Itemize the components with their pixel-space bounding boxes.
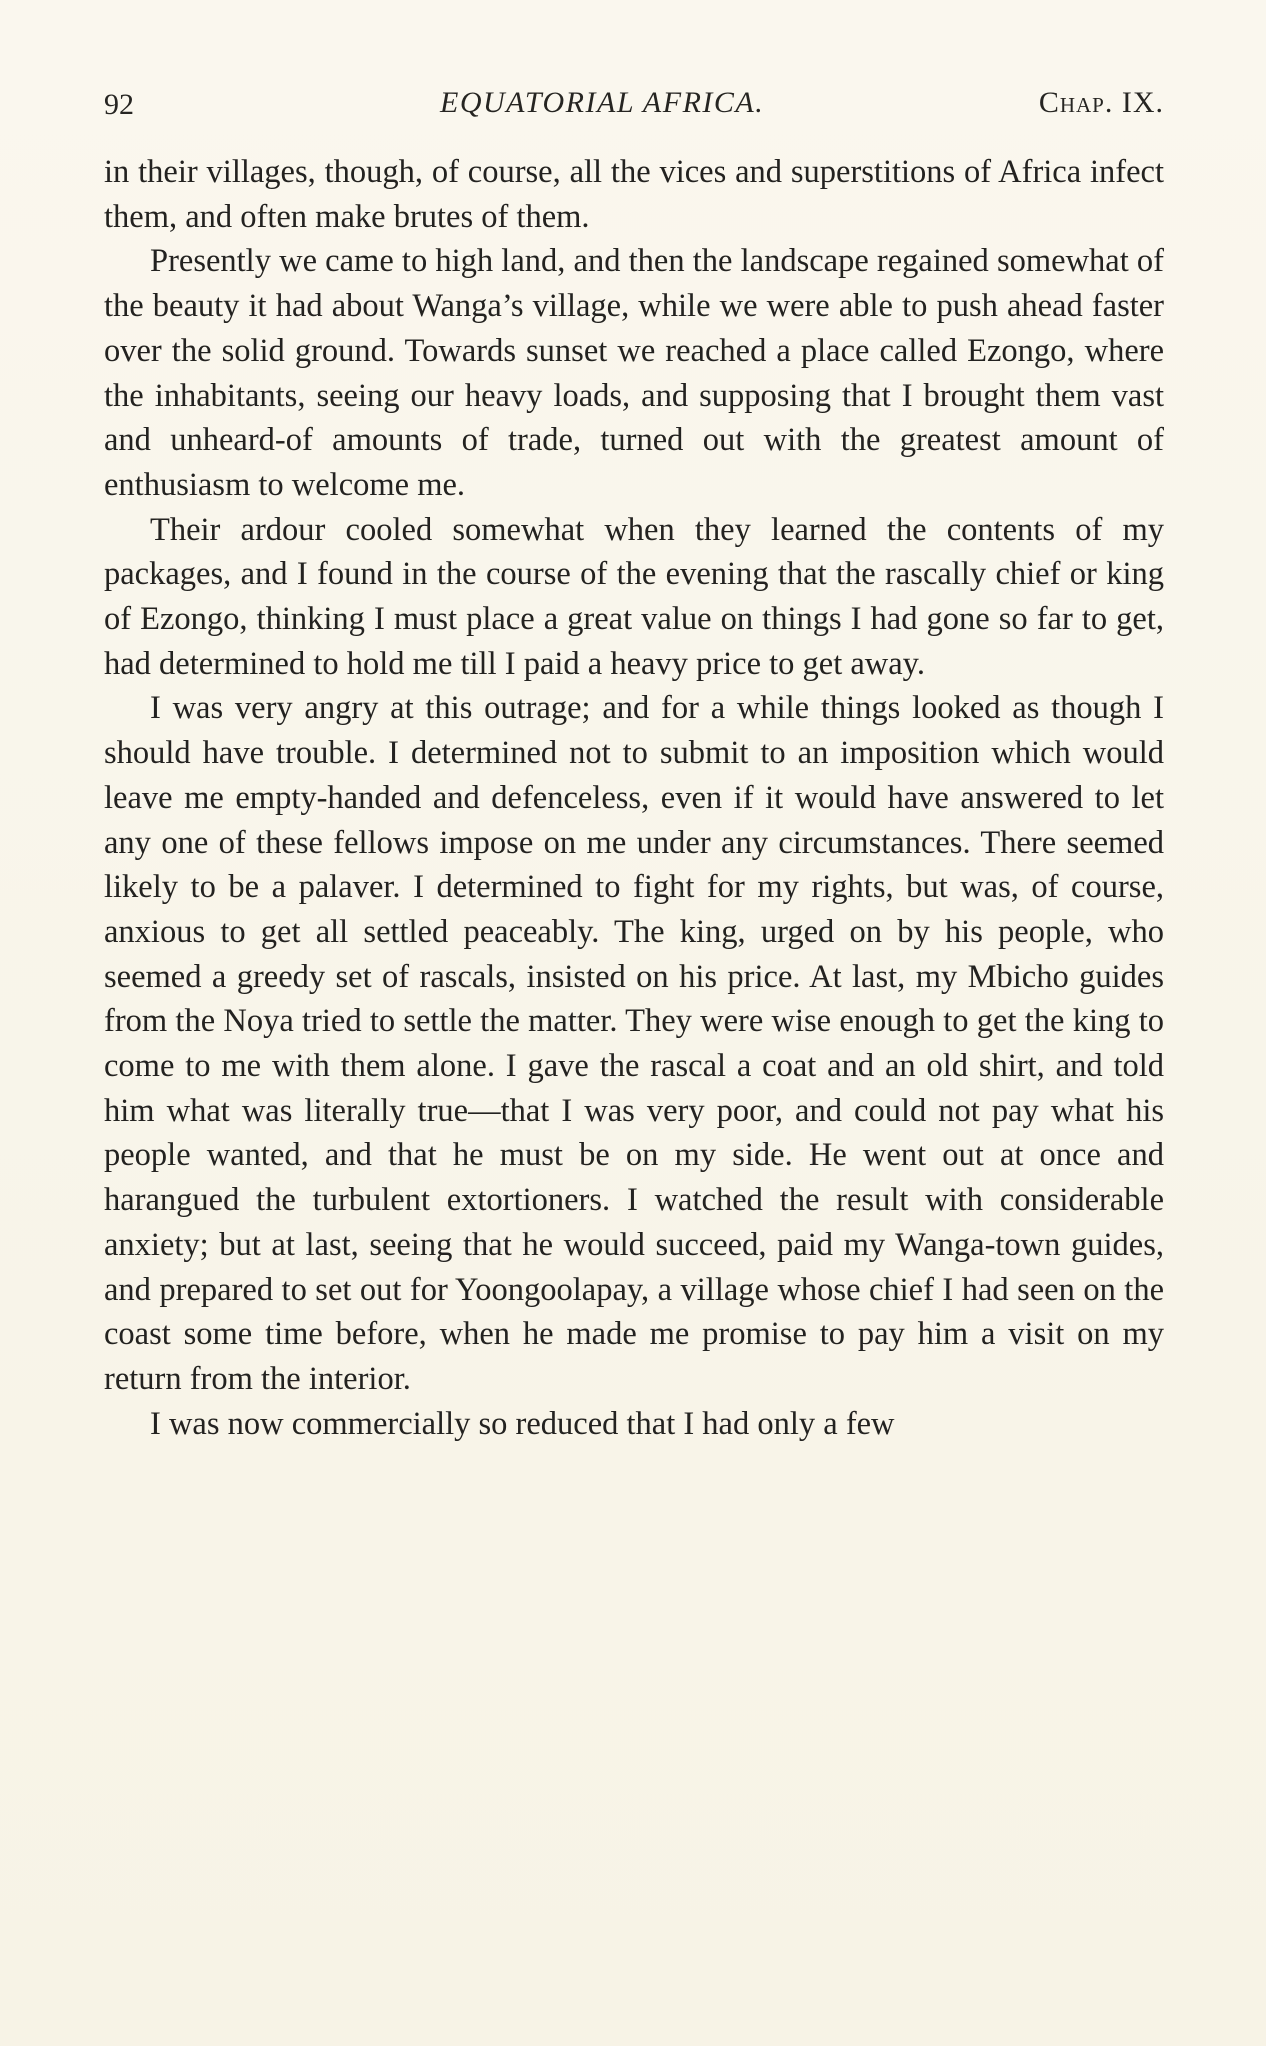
body-text — [104, 150, 1164, 1446]
paragraph-5: I was now commercially so reduced that I had only a few — [150, 1405, 895, 1442]
paragraph-2: Presently we came to high land, and then the landscape regained somewhat of the beauty it had about Wanga’s village, while we were able to push ahead faster over the solid ground. Towards sunset we reached a place called Ezongo, where the inhabitants, seeing our heavy loads, and supposing that I brought them vast and unheard-of amounts of trade, turned out with the greatest amount of enthusiasm to welcome me. — [104, 243, 1164, 503]
page-header — [104, 84, 1164, 134]
paragraph-1: in their villages, though, of course, all the vices and superstitions of Africa infect them, and often make brutes of them. — [104, 154, 1164, 235]
paragraph-3: Their ardour cooled somewhat when they learned the contents of my packages, and I found in the course of the evening that the rascally chief or king of Ezongo, thinking I must place a great value on things I had gone so far to get, had determined to hold me till I paid a heavy price to get away. — [104, 511, 1164, 682]
chapter-label: Chap. IX. — [1038, 86, 1164, 119]
paragraph-4: I was very angry at this outrage; and for a while things looked as though I should have trouble. I determined not to submit to an imposition which would leave me empty-handed and defenceless, even if it would have answered to let any one of these fellows impose on me under any circumstances. There seemed likely to be a palaver. I determined to fight for my rights, but was, of course, anxious to get all settled peaceably. The king, urged on by his people, who seemed a greedy set of rascals, insisted on his price. At last, my Mbicho guides from the Noya tried to settle the matter. They were wise enough to get the king to come to me with them alone. I gave the rascal a coat and an old shirt, and told him what was literally true—that I was very poor, and could not pay what his people wanted, and that he must be on my side. He went out at once and harangued the turbulent extortioners. I watched the result with considerable anxiety; but at last, seeing that he would succeed, paid my Wanga-town guides, and prepared to set out for Yoongoolapay, a village whose chief I had seen on the coast some time before, when he made me promise to pay him a visit on my return from the interior. — [104, 690, 1164, 1397]
page-number: 92 — [104, 88, 134, 121]
running-title: EQUATORIAL AFRICA. — [440, 86, 765, 119]
